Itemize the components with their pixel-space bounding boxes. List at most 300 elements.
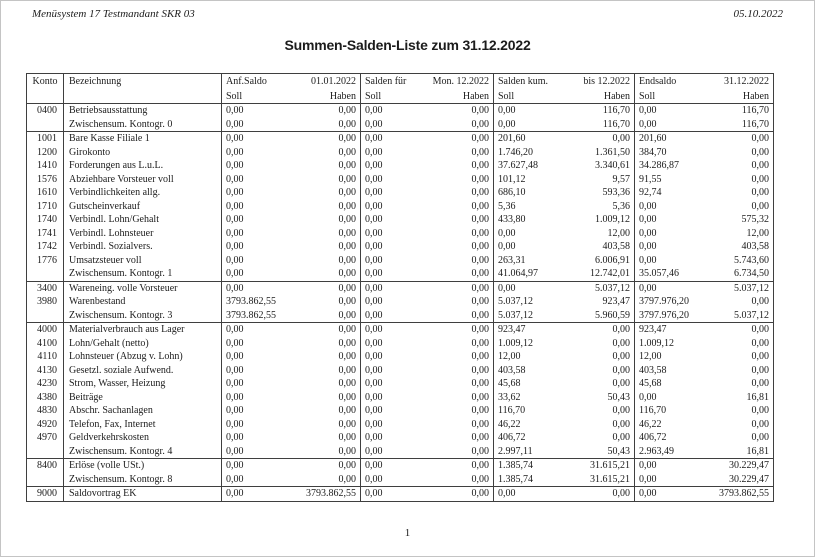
cell-soll: 46,22 bbox=[639, 418, 662, 430]
cell-bezeichnung: Materialverbrauch aus Lager bbox=[64, 323, 222, 337]
cell-soll: 403,58 bbox=[498, 364, 526, 376]
cell-soll: 0,00 bbox=[226, 241, 244, 253]
cell-soll: 0,00 bbox=[226, 173, 244, 185]
cell-soll: 0,00 bbox=[226, 337, 244, 349]
cell-soll: 0,00 bbox=[226, 378, 244, 390]
cell-haben: 0,00 bbox=[422, 104, 494, 118]
cell-konto: 3400 bbox=[27, 281, 64, 295]
cell-haben: 0,00 bbox=[288, 404, 361, 418]
subheader-salden-kum-soll: Soll bbox=[498, 90, 515, 102]
cell-haben: 0,00 bbox=[422, 132, 494, 146]
cell-haben: 0,00 bbox=[422, 173, 494, 187]
cell-bezeichnung: Verbindl. Sozialvers. bbox=[64, 240, 222, 254]
table-row bbox=[27, 281, 774, 295]
cell-haben: 0,00 bbox=[422, 118, 494, 132]
cell-haben: 0,00 bbox=[751, 187, 769, 199]
cell-soll: 433,80 bbox=[498, 214, 526, 226]
cell-bezeichnung: Girokonto bbox=[64, 146, 222, 160]
report-system-label: Menüsystem 17 Testmandant SKR 03 bbox=[32, 8, 195, 20]
cell-konto: 1410 bbox=[27, 159, 64, 173]
cell-haben: 0,00 bbox=[288, 459, 361, 473]
cell-haben: 0,00 bbox=[288, 295, 361, 309]
cell-haben: 0,00 bbox=[422, 431, 494, 445]
table-row bbox=[27, 418, 774, 432]
cell-soll: 116,70 bbox=[639, 405, 667, 417]
cell-haben: 0,00 bbox=[422, 364, 494, 378]
subheader-anfsaldo-soll: Soll bbox=[226, 90, 243, 102]
cell-soll: 2.963,49 bbox=[639, 445, 674, 457]
cell-soll: 0,00 bbox=[494, 281, 562, 295]
table-container bbox=[26, 73, 773, 502]
cell-haben: 0,00 bbox=[751, 296, 769, 308]
cell-haben: 12.742,01 bbox=[562, 267, 635, 281]
cell-haben: 0,00 bbox=[562, 350, 635, 364]
cell-haben: 0,00 bbox=[422, 418, 494, 432]
cell-soll: 0,00 bbox=[639, 391, 657, 403]
cell-soll: 0,00 bbox=[222, 132, 288, 146]
cell-haben: 0,00 bbox=[751, 200, 769, 212]
subheader-salden-fuer-soll: Soll bbox=[365, 90, 382, 102]
cell-soll: 3793.862,55 bbox=[226, 296, 276, 308]
cell-haben: 16,81 bbox=[746, 391, 769, 403]
cell-soll: 0,00 bbox=[222, 459, 288, 473]
cell-soll: 2.997,11 bbox=[498, 445, 533, 457]
table-row bbox=[27, 350, 774, 364]
col-header-salden-kum-date: bis 12.2022 bbox=[562, 74, 635, 89]
table-row bbox=[27, 337, 774, 351]
cell-haben: 0,00 bbox=[288, 350, 361, 364]
cell-haben: 3.340,61 bbox=[562, 159, 635, 173]
cell-soll: 0,00 bbox=[226, 200, 244, 212]
cell-soll: 0,00 bbox=[365, 187, 383, 199]
cell-konto: 4830 bbox=[27, 404, 64, 418]
cell-soll: 0,00 bbox=[635, 104, 700, 118]
col-header-salden-fuer: Salden für bbox=[365, 76, 407, 87]
cell-soll: 0,00 bbox=[226, 364, 244, 376]
table-row bbox=[27, 159, 774, 173]
cell-haben: 5.037,12 bbox=[700, 281, 774, 295]
cell-soll: 0,00 bbox=[494, 104, 562, 118]
col-header-anfsaldo-date: 01.01.2022 bbox=[288, 74, 361, 89]
cell-bezeichnung: Gesetzl. soziale Aufwend. bbox=[64, 364, 222, 378]
cell-haben: 0,00 bbox=[422, 391, 494, 405]
cell-konto bbox=[27, 473, 64, 487]
cell-haben: 116,70 bbox=[741, 118, 769, 130]
cell-soll: 0,00 bbox=[226, 187, 244, 199]
table-row bbox=[27, 404, 774, 418]
table-row bbox=[27, 132, 774, 146]
cell-soll: 41.064,97 bbox=[498, 268, 538, 280]
cell-bezeichnung: Strom, Wasser, Heizung bbox=[64, 377, 222, 391]
cell-konto bbox=[27, 445, 64, 459]
cell-soll: 0,00 bbox=[226, 118, 244, 130]
cell-bezeichnung: Telefon, Fax, Internet bbox=[64, 418, 222, 432]
cell-soll: 5,36 bbox=[498, 200, 516, 212]
cell-haben: 0,00 bbox=[288, 267, 361, 281]
table-row bbox=[27, 104, 774, 118]
cell-soll: 0,00 bbox=[361, 104, 422, 118]
cell-soll: 91,55 bbox=[639, 173, 662, 185]
table-row bbox=[27, 118, 774, 132]
cell-haben: 0,00 bbox=[562, 431, 635, 445]
cell-soll: 5.037,12 bbox=[498, 309, 533, 321]
cell-konto bbox=[27, 309, 64, 323]
cell-haben: 0,00 bbox=[288, 323, 361, 337]
cell-soll: 0,00 bbox=[365, 405, 383, 417]
page-title: Summen-Salden-Liste zum 31.12.2022 bbox=[284, 37, 531, 53]
cell-soll: 0,00 bbox=[639, 473, 657, 485]
cell-bezeichnung: Betriebsausstattung bbox=[64, 104, 222, 118]
cell-soll: 33,62 bbox=[498, 391, 521, 403]
cell-soll: 0,00 bbox=[639, 214, 657, 226]
cell-bezeichnung: Verbindl. Lohn/Gehalt bbox=[64, 213, 222, 227]
cell-bezeichnung: Abschr. Sachanlagen bbox=[64, 404, 222, 418]
table-row bbox=[27, 487, 774, 502]
cell-soll: 406,72 bbox=[498, 432, 526, 444]
cell-bezeichnung: Wareneing. volle Vorsteuer bbox=[64, 281, 222, 295]
cell-bezeichnung: Lohn/Gehalt (netto) bbox=[64, 337, 222, 351]
cell-bezeichnung: Zwischensum. Kontogr. 3 bbox=[64, 309, 222, 323]
cell-haben: 0,00 bbox=[288, 240, 361, 254]
subheader-salden-kum-haben: Haben bbox=[562, 89, 635, 104]
cell-haben: 0,00 bbox=[422, 459, 494, 473]
cell-bezeichnung: Saldovortrag EK bbox=[64, 487, 222, 502]
cell-soll: 3797.976,20 bbox=[639, 296, 689, 308]
cell-soll: 45,68 bbox=[498, 378, 521, 390]
cell-haben: 0,00 bbox=[288, 146, 361, 160]
col-header-endsaldo-date: 31.12.2022 bbox=[724, 76, 769, 87]
cell-haben: 1.009,12 bbox=[562, 213, 635, 227]
cell-soll: 0,00 bbox=[498, 241, 516, 253]
table-row bbox=[27, 459, 774, 473]
cell-konto: 4000 bbox=[27, 323, 64, 337]
cell-haben: 0,00 bbox=[288, 159, 361, 173]
cell-haben: 403,58 bbox=[562, 240, 635, 254]
cell-bezeichnung: Erlöse (volle USt.) bbox=[64, 459, 222, 473]
cell-konto: 4110 bbox=[27, 350, 64, 364]
cell-soll: 0,00 bbox=[365, 227, 383, 239]
cell-soll: 0,00 bbox=[222, 281, 288, 295]
cell-konto: 9000 bbox=[27, 487, 64, 502]
cell-haben: 0,00 bbox=[288, 104, 361, 118]
cell-haben: 5.037,12 bbox=[562, 281, 635, 295]
table-row bbox=[27, 364, 774, 378]
cell-haben: 0,00 bbox=[288, 227, 361, 241]
cell-haben: 0,00 bbox=[422, 254, 494, 268]
cell-haben: 0,00 bbox=[422, 227, 494, 241]
cell-haben: 5.743,60 bbox=[734, 254, 769, 266]
cell-soll: 0,00 bbox=[361, 281, 422, 295]
table-row bbox=[27, 431, 774, 445]
cell-konto: 1742 bbox=[27, 240, 64, 254]
cell-haben: 12,00 bbox=[746, 227, 769, 239]
cell-soll: 1.009,12 bbox=[498, 337, 533, 349]
cell-haben: 0,00 bbox=[288, 473, 361, 487]
cell-haben: 0,00 bbox=[288, 418, 361, 432]
summen-salden-table bbox=[26, 73, 774, 502]
cell-haben: 0,00 bbox=[700, 132, 774, 146]
cell-konto: 1610 bbox=[27, 186, 64, 200]
table-head bbox=[27, 74, 774, 104]
cell-konto: 3980 bbox=[27, 295, 64, 309]
cell-bezeichnung: Gutscheinverkauf bbox=[64, 200, 222, 214]
cell-soll: 0,00 bbox=[226, 405, 244, 417]
cell-soll: 0,00 bbox=[361, 323, 422, 337]
cell-soll: 0,00 bbox=[226, 445, 244, 457]
cell-bezeichnung: Zwischensum. Kontogr. 1 bbox=[64, 267, 222, 281]
cell-haben: 0,00 bbox=[422, 240, 494, 254]
cell-soll: 0,00 bbox=[365, 160, 383, 172]
col-header-konto: Konto bbox=[27, 74, 64, 104]
cell-bezeichnung: Umsatzsteuer voll bbox=[64, 254, 222, 268]
header-row-1 bbox=[27, 74, 774, 89]
cell-haben: 0,00 bbox=[422, 267, 494, 281]
cell-haben: 0,00 bbox=[288, 337, 361, 351]
cell-konto: 4130 bbox=[27, 364, 64, 378]
cell-soll: 0,00 bbox=[226, 268, 244, 280]
cell-haben: 30.229,47 bbox=[729, 473, 769, 485]
cell-haben: 16,81 bbox=[746, 445, 769, 457]
cell-soll: 0,00 bbox=[365, 268, 383, 280]
cell-soll: 0,00 bbox=[226, 473, 244, 485]
cell-soll: 0,00 bbox=[494, 487, 562, 502]
cell-soll: 12,00 bbox=[639, 351, 662, 363]
cell-soll: 923,47 bbox=[635, 323, 700, 337]
cell-haben: 31.615,21 bbox=[562, 473, 635, 487]
cell-soll: 263,31 bbox=[498, 254, 526, 266]
cell-soll: 12,00 bbox=[498, 351, 521, 363]
cell-soll: 3797.976,20 bbox=[639, 309, 689, 321]
cell-haben: 0,00 bbox=[562, 132, 635, 146]
cell-haben: 0,00 bbox=[288, 364, 361, 378]
cell-haben: 0,00 bbox=[422, 487, 494, 502]
cell-soll: 0,00 bbox=[365, 337, 383, 349]
cell-haben: 0,00 bbox=[288, 254, 361, 268]
cell-konto: 1710 bbox=[27, 200, 64, 214]
cell-bezeichnung: Warenbestand bbox=[64, 295, 222, 309]
cell-haben: 0,00 bbox=[422, 309, 494, 323]
cell-haben: 0,00 bbox=[422, 473, 494, 487]
cell-konto: 1576 bbox=[27, 173, 64, 187]
cell-haben: 0,00 bbox=[562, 487, 635, 502]
table-row bbox=[27, 213, 774, 227]
cell-haben: 0,00 bbox=[422, 146, 494, 160]
cell-haben: 923,47 bbox=[562, 295, 635, 309]
cell-haben: 0,00 bbox=[422, 213, 494, 227]
cell-soll: 0,00 bbox=[365, 473, 383, 485]
cell-soll: 1.385,74 bbox=[494, 459, 562, 473]
cell-haben: 0,00 bbox=[422, 350, 494, 364]
table-row bbox=[27, 186, 774, 200]
cell-konto: 4100 bbox=[27, 337, 64, 351]
cell-soll: 0,00 bbox=[639, 118, 657, 130]
cell-soll: 0,00 bbox=[365, 118, 383, 130]
cell-soll: 201,60 bbox=[494, 132, 562, 146]
cell-haben: 0,00 bbox=[288, 200, 361, 214]
col-header-salden-kum: Salden kum. bbox=[498, 76, 548, 87]
cell-haben: 0,00 bbox=[751, 160, 769, 172]
cell-haben: 0,00 bbox=[751, 364, 769, 376]
cell-haben: 0,00 bbox=[288, 132, 361, 146]
cell-haben: 50,43 bbox=[562, 445, 635, 459]
cell-haben: 0,00 bbox=[422, 445, 494, 459]
cell-haben: 0,00 bbox=[422, 377, 494, 391]
cell-soll: 0,00 bbox=[365, 200, 383, 212]
cell-bezeichnung: Verbindlichkeiten allg. bbox=[64, 186, 222, 200]
cell-konto: 1741 bbox=[27, 227, 64, 241]
cell-soll: 0,00 bbox=[365, 445, 383, 457]
cell-soll: 403,58 bbox=[639, 364, 667, 376]
cell-haben: 6.006,91 bbox=[562, 254, 635, 268]
cell-soll: 3793.862,55 bbox=[226, 309, 276, 321]
cell-soll: 0,00 bbox=[365, 391, 383, 403]
cell-haben: 5.037,12 bbox=[734, 309, 769, 321]
cell-haben: 0,00 bbox=[751, 418, 769, 430]
cell-haben: 5.960,59 bbox=[562, 309, 635, 323]
table-row bbox=[27, 323, 774, 337]
cell-soll: 0,00 bbox=[365, 378, 383, 390]
cell-konto: 1001 bbox=[27, 132, 64, 146]
cell-soll: 0,00 bbox=[361, 487, 422, 502]
table-row bbox=[27, 146, 774, 160]
table-row bbox=[27, 377, 774, 391]
subheader-salden-fuer-haben: Haben bbox=[422, 89, 494, 104]
cell-soll: 686,10 bbox=[498, 187, 526, 199]
cell-soll: 1.746,20 bbox=[498, 146, 533, 158]
col-header-endsaldo: Endsaldo bbox=[639, 76, 677, 87]
cell-konto: 4970 bbox=[27, 431, 64, 445]
cell-soll: 0,00 bbox=[222, 104, 288, 118]
cell-haben: 5,36 bbox=[562, 200, 635, 214]
cell-soll: 1.385,74 bbox=[498, 473, 533, 485]
cell-haben: 0,00 bbox=[422, 186, 494, 200]
cell-konto bbox=[27, 267, 64, 281]
cell-haben: 0,00 bbox=[562, 337, 635, 351]
cell-haben: 0,00 bbox=[562, 404, 635, 418]
cell-soll: 0,00 bbox=[226, 254, 244, 266]
cell-haben: 0,00 bbox=[288, 281, 361, 295]
cell-bezeichnung: Abziehbare Vorsteuer voll bbox=[64, 173, 222, 187]
cell-haben: 0,00 bbox=[288, 213, 361, 227]
page-number: 1 bbox=[404, 527, 411, 539]
cell-haben: 0,00 bbox=[751, 432, 769, 444]
cell-haben: 0,00 bbox=[751, 405, 769, 417]
table-row bbox=[27, 309, 774, 323]
cell-soll: 0,00 bbox=[226, 351, 244, 363]
cell-haben: 0,00 bbox=[422, 404, 494, 418]
cell-haben: 0,00 bbox=[422, 200, 494, 214]
cell-haben: 12,00 bbox=[562, 227, 635, 241]
cell-soll: 201,60 bbox=[635, 132, 700, 146]
cell-haben: 0,00 bbox=[288, 431, 361, 445]
cell-soll: 5.037,12 bbox=[498, 296, 533, 308]
cell-soll: 0,00 bbox=[222, 487, 288, 502]
cell-konto: 1776 bbox=[27, 254, 64, 268]
cell-haben: 1.361,50 bbox=[562, 146, 635, 160]
cell-haben: 593,36 bbox=[562, 186, 635, 200]
cell-soll: 1.009,12 bbox=[639, 337, 674, 349]
cell-soll: 0,00 bbox=[498, 118, 516, 130]
cell-haben: 116,70 bbox=[700, 104, 774, 118]
page-running-header bbox=[32, 8, 783, 20]
cell-soll: 45,68 bbox=[639, 378, 662, 390]
cell-soll: 0,00 bbox=[365, 241, 383, 253]
cell-bezeichnung: Beiträge bbox=[64, 391, 222, 405]
table-row bbox=[27, 445, 774, 459]
cell-konto: 4920 bbox=[27, 418, 64, 432]
cell-konto: 4230 bbox=[27, 377, 64, 391]
cell-soll: 0,00 bbox=[639, 254, 657, 266]
cell-haben: 0,00 bbox=[562, 364, 635, 378]
cell-soll: 406,72 bbox=[639, 432, 667, 444]
cell-soll: 0,00 bbox=[365, 254, 383, 266]
cell-soll: 0,00 bbox=[635, 281, 700, 295]
table-body bbox=[27, 104, 774, 502]
table-row bbox=[27, 200, 774, 214]
cell-soll: 0,00 bbox=[639, 227, 657, 239]
cell-soll: 0,00 bbox=[226, 160, 244, 172]
cell-soll: 0,00 bbox=[365, 351, 383, 363]
cell-bezeichnung: Zwischensum. Kontogr. 8 bbox=[64, 473, 222, 487]
cell-haben: 116,70 bbox=[562, 118, 635, 132]
subheader-anfsaldo-haben: Haben bbox=[288, 89, 361, 104]
cell-konto bbox=[27, 118, 64, 132]
subheader-endsaldo-haben: Haben bbox=[742, 90, 769, 102]
cell-soll: 92,74 bbox=[639, 187, 662, 199]
cell-soll: 923,47 bbox=[494, 323, 562, 337]
cell-haben: 0,00 bbox=[422, 281, 494, 295]
cell-bezeichnung: Forderungen aus L.u.L. bbox=[64, 159, 222, 173]
cell-soll: 0,00 bbox=[361, 459, 422, 473]
cell-haben: 30.229,47 bbox=[700, 459, 774, 473]
cell-soll: 0,00 bbox=[639, 241, 657, 253]
cell-bezeichnung: Geldverkehrskosten bbox=[64, 431, 222, 445]
cell-soll: 0,00 bbox=[226, 418, 244, 430]
table-row bbox=[27, 267, 774, 281]
cell-haben: 0,00 bbox=[288, 309, 361, 323]
cell-haben: 403,58 bbox=[741, 241, 769, 253]
cell-konto: 1740 bbox=[27, 213, 64, 227]
subheader-endsaldo-soll: Soll bbox=[639, 90, 656, 102]
cell-haben: 3793.862,55 bbox=[700, 487, 774, 502]
cell-soll: 0,00 bbox=[226, 227, 244, 239]
cell-haben: 0,00 bbox=[562, 377, 635, 391]
cell-soll: 0,00 bbox=[361, 132, 422, 146]
cell-soll: 0,00 bbox=[365, 364, 383, 376]
cell-bezeichnung: Lohnsteuer (Abzug v. Lohn) bbox=[64, 350, 222, 364]
cell-haben: 0,00 bbox=[751, 378, 769, 390]
table-row bbox=[27, 391, 774, 405]
cell-soll: 46,22 bbox=[498, 418, 521, 430]
cell-soll: 0,00 bbox=[365, 309, 383, 321]
cell-haben: 575,32 bbox=[741, 214, 769, 226]
cell-haben: 116,70 bbox=[562, 104, 635, 118]
cell-bezeichnung: Bare Kasse Filiale 1 bbox=[64, 132, 222, 146]
cell-soll: 384,70 bbox=[639, 146, 667, 158]
cell-haben: 31.615,21 bbox=[562, 459, 635, 473]
cell-soll: 0,00 bbox=[222, 323, 288, 337]
col-header-anfsaldo: Anf.Saldo bbox=[226, 76, 267, 87]
cell-soll: 0,00 bbox=[365, 214, 383, 226]
cell-bezeichnung: Zwischensum. Kontogr. 4 bbox=[64, 445, 222, 459]
cell-soll: 0,00 bbox=[635, 459, 700, 473]
cell-bezeichnung: Verbindl. Lohnsteuer bbox=[64, 227, 222, 241]
cell-haben: 0,00 bbox=[288, 186, 361, 200]
cell-bezeichnung: Zwischensum. Kontogr. 0 bbox=[64, 118, 222, 132]
cell-soll: 0,00 bbox=[226, 432, 244, 444]
cell-soll: 0,00 bbox=[365, 146, 383, 158]
cell-haben: 0,00 bbox=[288, 173, 361, 187]
